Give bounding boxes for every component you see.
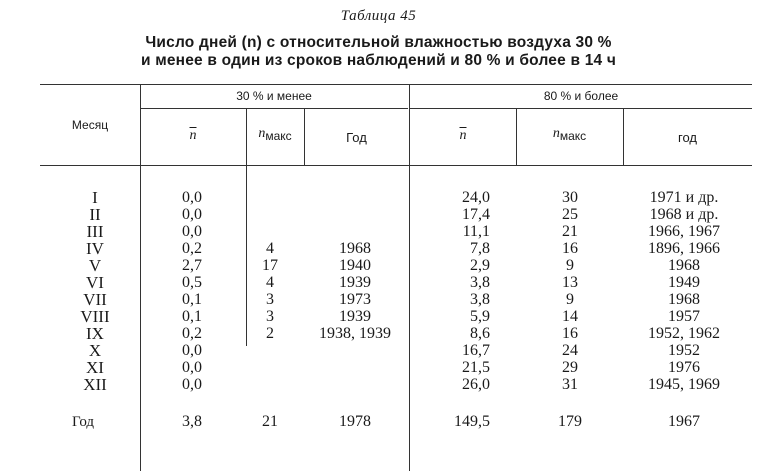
n-mean-2-cell: 16,7: [462, 342, 490, 359]
header-n-max-1: $n_{макс}$: [258, 126, 292, 143]
n-mean-1-cell: 0,2: [182, 325, 202, 342]
table-row-total: [0, 414, 757, 430]
table-title: [0, 34, 757, 70]
month-cell: VII: [83, 290, 107, 309]
table-row: [0, 241, 757, 257]
year-1-cell: 1938, 1939: [319, 325, 391, 342]
header-group-80-more: 80 % и более: [543, 89, 619, 103]
year-1-cell: 1940: [339, 257, 371, 274]
n-max-1-cell: 3: [266, 308, 274, 325]
header-month: Месяц: [71, 118, 109, 132]
year-1-cell: 1973: [339, 291, 371, 308]
table-title-line-1: Число дней (n) с относительной влажностью воздуха 30 %: [145, 34, 612, 51]
n-mean-1-cell: 0,0: [182, 189, 202, 206]
table-title-line-2: и менее в один из сроков наблюдений и 80 % и более в 14 ч: [140, 52, 617, 69]
month-cell: VI: [86, 273, 104, 292]
n-mean-2-cell: 3,8: [470, 291, 490, 308]
year-2-cell: 1949: [668, 274, 700, 291]
n-mean-2-cell: 2,9: [470, 257, 490, 274]
n-mean-1-cell: 0,5: [182, 274, 202, 291]
year-2-cell: 1952: [668, 342, 700, 359]
table-row: [0, 258, 757, 274]
month-cell: IV: [86, 239, 104, 258]
n-max-2-cell: 14: [562, 308, 578, 325]
n-mean-2-cell: 5,9: [470, 308, 490, 325]
n-max-1-cell: 4: [266, 274, 274, 291]
n-mean-1-cell: 0,0: [182, 342, 202, 359]
total-n-max-2-cell: 179: [558, 413, 582, 430]
month-cell: III: [86, 222, 104, 241]
table-caption: Таблица 45: [340, 8, 417, 24]
total-n-mean-1-cell: 3,8: [182, 413, 202, 430]
n-max-1-cell: 2: [266, 325, 274, 342]
header-n-mean-2: $\overline{n}$: [459, 128, 467, 143]
year-2-cell: 1968: [668, 257, 700, 274]
n-max-2-cell: 21: [562, 223, 578, 240]
table-row: [0, 292, 757, 308]
n-mean-2-cell: 21,5: [462, 359, 490, 376]
year-2-cell: 1971 и др.: [649, 189, 719, 206]
year-2-cell: 1952, 1962: [648, 325, 720, 342]
total-n-max-1-cell: 21: [262, 413, 278, 430]
year-2-cell: 1976: [668, 359, 700, 376]
n-mean-1-cell: 0,1: [182, 291, 202, 308]
month-cell: V: [88, 256, 102, 275]
table-row: [0, 207, 757, 223]
year-2-cell: 1966, 1967: [648, 223, 720, 240]
header-bottom-rule: [40, 165, 752, 166]
n-max-2-cell: 30: [562, 189, 578, 206]
year-2-cell: 1968 и др.: [649, 206, 719, 223]
n-max-2-cell: 25: [562, 206, 578, 223]
n-mean-2-cell: 26,0: [462, 376, 490, 393]
n-max-1-cell: 17: [262, 257, 278, 274]
n-max-2-cell: 16: [562, 325, 578, 342]
n-max-1-cell: 3: [266, 291, 274, 308]
total-label-cell: Год: [72, 414, 95, 430]
table-row: [0, 326, 757, 342]
header-year-2: год: [678, 130, 697, 145]
n-mean-2-cell: 3,8: [470, 274, 490, 291]
n-max-2-cell: 13: [562, 274, 578, 291]
n-mean-1-cell: 0,0: [182, 376, 202, 393]
total-year-1-cell: 1978: [339, 413, 371, 430]
total-year-2-cell: 1967: [668, 413, 700, 430]
group-header-rule-1: [140, 108, 408, 109]
table-row: [0, 309, 757, 325]
table-top-rule: [40, 84, 752, 85]
month-cell: XI: [86, 358, 104, 377]
n-mean-1-cell: 0,1: [182, 308, 202, 325]
total-n-mean-2-cell: 149,5: [454, 413, 490, 430]
year-2-cell: 1896, 1966: [648, 240, 720, 257]
year-2-cell: 1945, 1969: [648, 376, 720, 393]
n-max-2-cell: 9: [566, 291, 574, 308]
n-max-2-cell: 31: [562, 376, 578, 393]
n-mean-2-cell: 8,6: [470, 325, 490, 342]
month-cell: X: [88, 341, 102, 360]
month-cell: VIII: [80, 307, 110, 326]
table-row: [0, 190, 757, 206]
month-cell: II: [89, 205, 101, 224]
month-cell: XII: [83, 375, 107, 394]
n-max-1-cell: 4: [266, 240, 274, 257]
month-cell: IX: [86, 324, 104, 343]
table-row: [0, 275, 757, 291]
year-1-cell: 1968: [339, 240, 371, 257]
n-mean-2-cell: 17,4: [462, 206, 490, 223]
year-2-cell: 1957: [668, 308, 700, 325]
n-mean-1-cell: 0,0: [182, 359, 202, 376]
header-group-30-less: 30 % и менее: [236, 89, 312, 103]
n-max-2-cell: 29: [562, 359, 578, 376]
header-year-1: Год: [346, 130, 367, 145]
table-row: [0, 224, 757, 240]
month-cell: I: [92, 188, 98, 207]
n-mean-1-cell: 0,2: [182, 240, 202, 257]
n-max-2-cell: 16: [562, 240, 578, 257]
header-n-mean-1: $\overline{n}$: [189, 128, 197, 143]
year-2-cell: 1968: [668, 291, 700, 308]
year-1-cell: 1939: [339, 274, 371, 291]
n-mean-1-cell: 0,0: [182, 223, 202, 240]
table-row: [0, 360, 757, 376]
table-row: [0, 377, 757, 393]
header-n-max-2: $n_{макс}$: [552, 126, 587, 143]
n-mean-2-cell: 24,0: [462, 189, 490, 206]
group-header-rule-2: [410, 108, 752, 109]
n-max-2-cell: 24: [562, 342, 578, 359]
year-1-cell: 1939: [339, 308, 371, 325]
table-row: [0, 343, 757, 359]
n-max-2-cell: 9: [566, 257, 574, 274]
n-mean-1-cell: 2,7: [182, 257, 202, 274]
n-mean-1-cell: 0,0: [182, 206, 202, 223]
n-mean-2-cell: 11,1: [462, 223, 490, 240]
n-mean-2-cell: 7,8: [470, 240, 490, 257]
